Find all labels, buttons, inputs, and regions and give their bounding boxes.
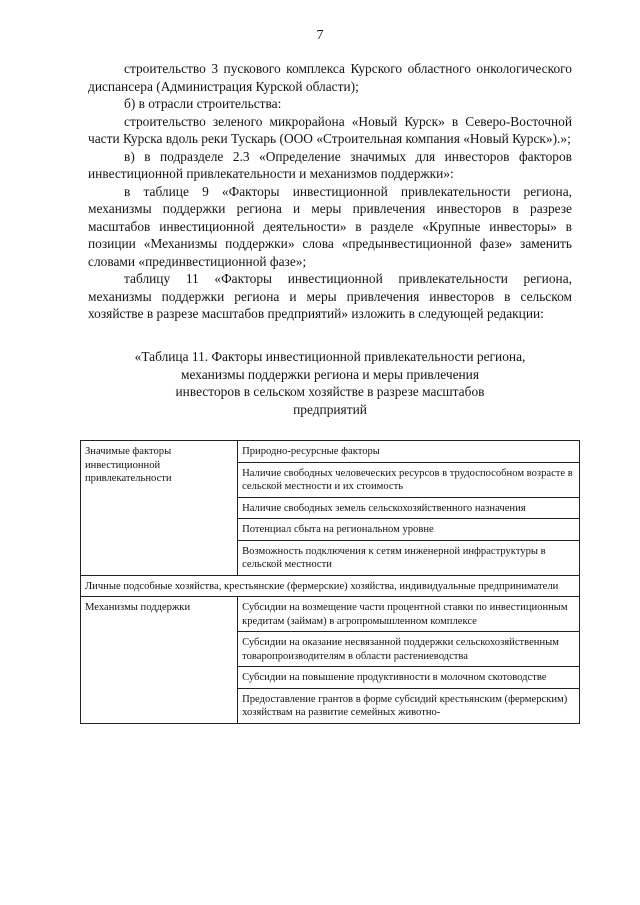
factor-cell: Потенциал сбыта на региональном уровне xyxy=(238,519,580,541)
paragraph-4: в) в подразделе 2.3 «Определение значимых для инвесторов факторов инвестиционной привлекательности и механизмов поддержки»: xyxy=(88,148,572,181)
body-text xyxy=(88,60,572,323)
table-caption-line: «Таблица 11. Факторы инвестиционной привлекательности региона, xyxy=(134,349,526,364)
table-caption-line: инвесторов в сельском хозяйстве в разрезе масштабов xyxy=(175,384,485,399)
table-row xyxy=(81,441,580,463)
factor-cell: Наличие свободных земель сельскохозяйственного назначения xyxy=(238,497,580,519)
section-heading-cell: Личные подсобные хозяйства, крестьянские (фермерские) хозяйства, индивидуальные предприниматели xyxy=(81,575,580,597)
paragraph-1: строительство 3 пускового комплекса Курского областного онкологического диспансера (Администрация Курской области); xyxy=(88,61,572,94)
paragraph-6: таблицу 11 «Факторы инвестиционной привлекательности региона, механизмы поддержки региона и меры привлечения инвесторов в сельском хозяйстве в разрезе масштабов предприятий» изложить в следующей редакции: xyxy=(88,271,572,321)
paragraph-3: строительство зеленого микрорайона «Новый Курск» в Северо-Восточной части Курска вдоль реки Тускарь (ООО «Строительная компания «Новый Курск»).»; xyxy=(88,113,572,146)
support-cell: Субсидии на возмещение части процентной ставки по инвестиционным кредитам (займам) в агропромышленном комплексе xyxy=(238,597,580,632)
table-row xyxy=(81,597,580,632)
factors-table xyxy=(80,440,580,724)
table-caption-line: механизмы поддержки региона и меры привлечения xyxy=(180,366,480,382)
table-row xyxy=(81,575,580,597)
paragraph-2: б) в отрасли строительства: xyxy=(124,96,282,111)
support-cell: Субсидии на повышение продуктивности в молочном скотоводстве xyxy=(238,667,580,689)
factors-label-cell: Значимые факторы инвестиционной привлекательности xyxy=(81,441,238,576)
factor-cell: Наличие свободных человеческих ресурсов в трудоспособном возрасте в сельской местности и их стоимость xyxy=(238,462,580,497)
paragraph-5: в таблице 9 «Факторы инвестиционной привлекательности региона, механизмы поддержки региона и меры привлечения инвесторов в разрезе масштабов инвестиционной деятельности» в разделе «Крупные инвесторы» в позиции «Механизмы поддержки» слова «предынвестиционной фазе» заменить словами «прединвестиционной фазе»; xyxy=(88,183,572,269)
support-cell: Субсидии на оказание несвязанной поддержки сельскохозяйственным товаропроизводителям в области растениеводства xyxy=(238,632,580,667)
table-caption xyxy=(88,348,572,418)
support-label-cell: Механизмы поддержки xyxy=(81,597,238,724)
support-cell: Предоставление грантов в форме субсидий крестьянским (фермерским) хозяйствам на развитие семейных животно- xyxy=(238,688,580,723)
page-number: 7 xyxy=(316,28,324,43)
factor-cell: Возможность подключения к сетям инженерной инфраструктуры в сельской местности xyxy=(238,540,580,575)
table-caption-line: предприятий xyxy=(293,401,367,417)
factor-cell: Природно-ресурсные факторы xyxy=(238,441,580,463)
